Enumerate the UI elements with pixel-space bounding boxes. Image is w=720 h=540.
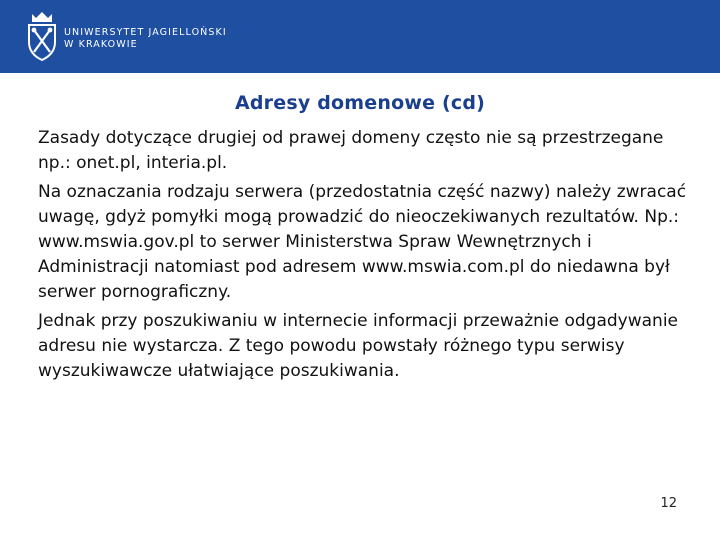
header-bar: [0, 0, 720, 73]
paragraph: Na oznaczania rodzaju serwera (przedostatnia część nazwy) należy zwracać uwagę, gdyż pomyłki mogą prowadzić do nieoczekiwanych rezultatów. Np.: www.mswia.gov.pl to serwer Ministerstwa Spraw Wewnętrznych i Administracji natomiast pod adresem www.mswia.com.pl do niedawna był serwer pornograficzny.: [38, 182, 687, 302]
university-name: [64, 27, 227, 51]
university-name-line1: UNIWERSYTET JAGIELLOŃSKI: [64, 27, 227, 38]
university-name-line2: W KRAKOWIE: [64, 39, 138, 50]
page-number: 12: [660, 496, 677, 511]
paragraph: Jednak przy poszukiwaniu w internecie informacji przeważnie odgadywanie adresu nie wystarcza. Z tego powodu powstały różnego typu serwisy wyszukiwawcze ułatwiające poszukiwania.: [38, 311, 679, 381]
university-crest-icon: [26, 10, 58, 62]
paragraph: Zasady dotyczące drugiej od prawej domeny często nie są przestrzegane np.: onet.pl, interia.pl.: [38, 128, 664, 173]
slide-body: [38, 126, 698, 388]
slide-title: Adresy domenowe (cd): [234, 92, 486, 114]
